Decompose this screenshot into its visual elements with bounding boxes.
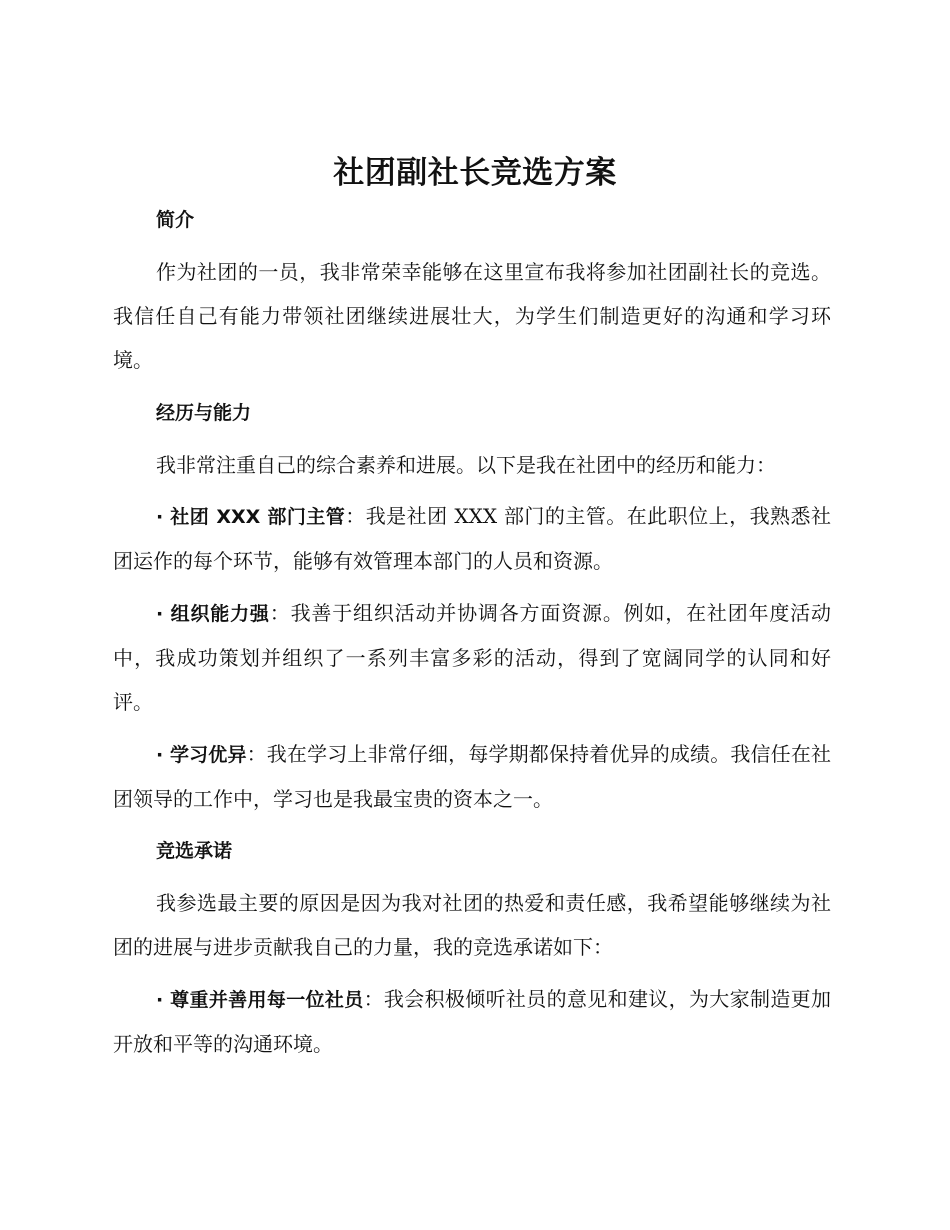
document-body — [113, 198, 831, 1066]
section-heading-experience: 经历与能力 — [156, 402, 252, 424]
experience-item-text: ：我善于组织活动并协调各方面资源。例如，在社团年度活动中，我成功策划并组织了一系列丰富多彩的活动，得到了宽阔同学的认同和好评。 — [113, 601, 832, 714]
experience-item — [113, 591, 831, 724]
experience-item — [113, 732, 831, 821]
document-title: 社团副社长竞选方案 — [333, 155, 617, 191]
experience-item-label: · 学习优异 — [156, 744, 247, 766]
intro-paragraph: 作为社团的一员，我非常荣幸能够在这里宣布我将参加社团副社长的竞选。我信任自己有能力带领社团继续进展壮大，为学生们制造更好的沟通和学习环境。 — [113, 260, 831, 372]
promise-item-label: · 尊重并善用每一位社员 — [156, 989, 364, 1011]
experience-item-label: · 组织能力强 — [156, 603, 270, 625]
experience-paragraph: 我非常注重自己的综合素养和进展。以下是我在社团中的经历和能力： — [156, 453, 776, 477]
section-heading-promise: 竞选承诺 — [156, 840, 233, 862]
promise-item-text: ：我会积极倾听社员的意见和建议，为大家制造更加开放和平等的沟通环境。 — [113, 987, 831, 1056]
experience-item-text: ：我是社团 XXX 部门的主管。在此职位上，我熟悉社团运作的每个环节，能够有效管理本部门的人员和资源。 — [113, 504, 831, 573]
section-heading-intro: 简介 — [156, 209, 195, 231]
experience-item-text: ：我在学习上非常仔细，每学期都保持着优异的成绩。我信任在社团领导的工作中，学习也是我最宝贵的资本之一。 — [113, 742, 831, 811]
promise-item — [113, 977, 831, 1066]
experience-item-label: · 社团 XXX 部门主管 — [156, 506, 346, 528]
promise-paragraph: 我参选最主要的原因是因为我对社团的热爱和责任感，我希望能够继续为社团的进展与进步贡献我自己的力量，我的竞选承诺如下： — [113, 891, 831, 959]
experience-item — [113, 494, 831, 583]
